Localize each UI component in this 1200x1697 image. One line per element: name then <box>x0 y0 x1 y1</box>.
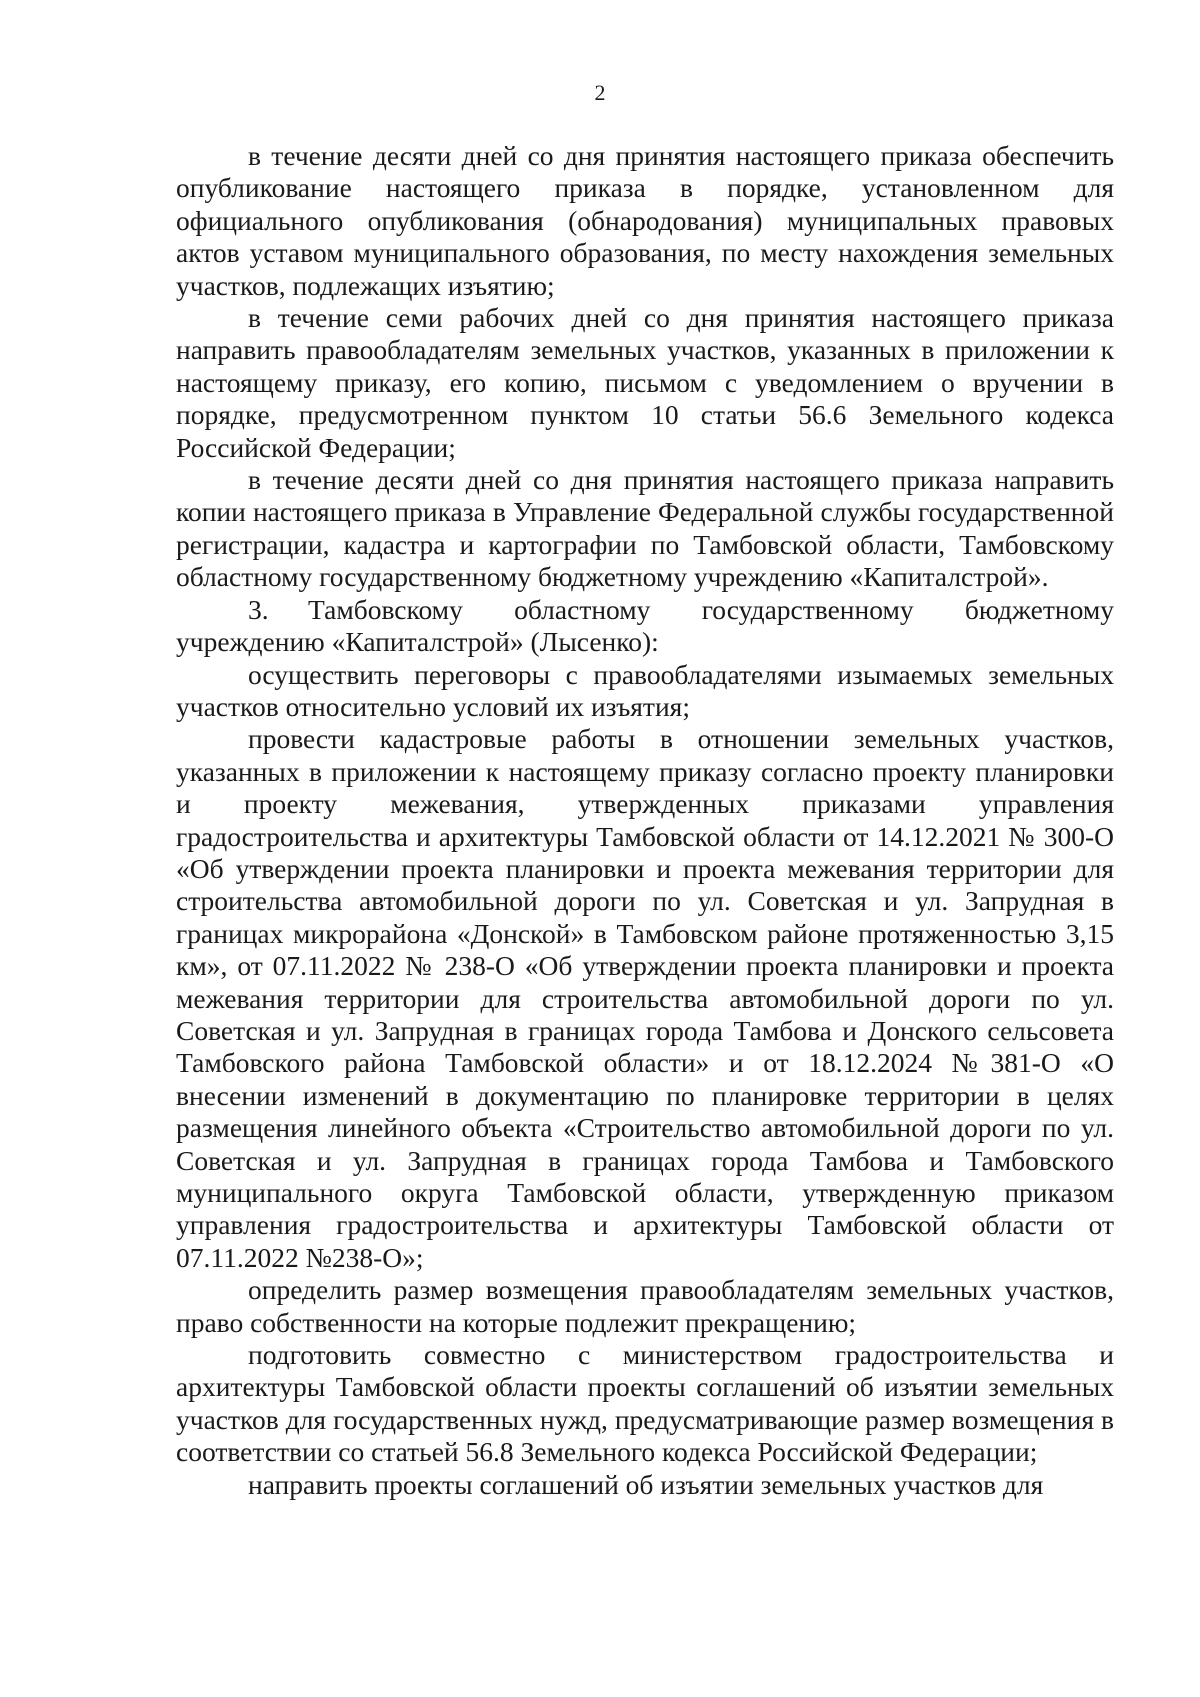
paragraph: в течение семи рабочих дней со дня принятия настоящего приказа направить правообладателям земельных участков, указанных в приложении к настоящему приказу, его копию, письмом с уведомлением о вручении в порядке, предусмотренном пунктом 10 статьи 56.6 Земельного кодекса Российской Федерации; <box>176 302 1114 463</box>
paragraph-text: Тамбовскому областному государственному бюджетному учреждению «Капиталстрой» (Лысенко): <box>176 593 1114 658</box>
document-body <box>176 140 1114 1501</box>
paragraph: определить размер возмещения правообладателям земельных участков, право собственности на которые подлежит прекращению; <box>176 1274 1114 1338</box>
paragraph-continued: направить проекты соглашений об изъятии земельных участков для <box>248 1468 1044 1500</box>
page-number: 2 <box>594 80 606 105</box>
paragraph-number: 3. <box>248 593 269 625</box>
paragraph: в течение десяти дней со дня принятия настоящего приказа обеспечить опубликование настоящего приказа в порядке, установленном для официального опубликования (обнародования) муниципальных правовых актов уставом муниципального образования, по месту нахождения земельных участков, подлежащих изъятию; <box>176 140 1114 301</box>
paragraph: провести кадастровые работы в отношении земельных участков, указанных в приложении к настоящему приказу согласно проекту планировки и проекту межевания, утвержденных приказами управления градостроительства и архитектуры Тамбовской области от 14.12.2021 № 300-О «Об утверждении проекта планировки и проекта межевания территории для строительства автомобильной дороги по ул. Советская и ул. Запрудная в границах микрорайона «Донской» в Тамбовском районе протяженностью 3,15 км», от 07.11.2022 № 238-О «Об утверждении проекта планировки и проекта межевания территории для строительства автомобильной дороги по ул. Советская и ул. Запрудная в границах города Тамбова и Донского сельсовета Тамбовского района Тамбовской области» и от 18.12.2024 №381-О «О внесении изменений в документацию по планировке территории в целях размещения линейного объекта «Строительство автомобильной дороги по ул. Советская и ул. Запрудная в границах города Тамбова и Тамбовского муниципального округа Тамбовской области, утвержденную приказом управления градостроительства и архитектуры Тамбовской области от 07.11.2022 №238-О»; <box>176 723 1114 1273</box>
paragraph: в течение десяти дней со дня принятия настоящего приказа направить копии настоящего приказа в Управление Федеральной службы государственной регистрации, кадастра и картографии по Тамбовской области, Тамбовскому областному государственному бюджетному учреждению «Капиталстрой». <box>176 464 1114 593</box>
paragraph: подготовить совместно с министерством градостроительства и архитектуры Тамбовской области проекты соглашений об изъятии земельных участков для государственных нужд, предусматривающие размер возмещения в соответствии со статьей 56.8 Земельного кодекса Российской Федерации; <box>176 1339 1114 1468</box>
numbered-paragraph <box>176 594 1114 659</box>
paragraph: осуществить переговоры с правообладателями изымаемых земельных участков относительно условий их изъятия; <box>176 658 1114 722</box>
